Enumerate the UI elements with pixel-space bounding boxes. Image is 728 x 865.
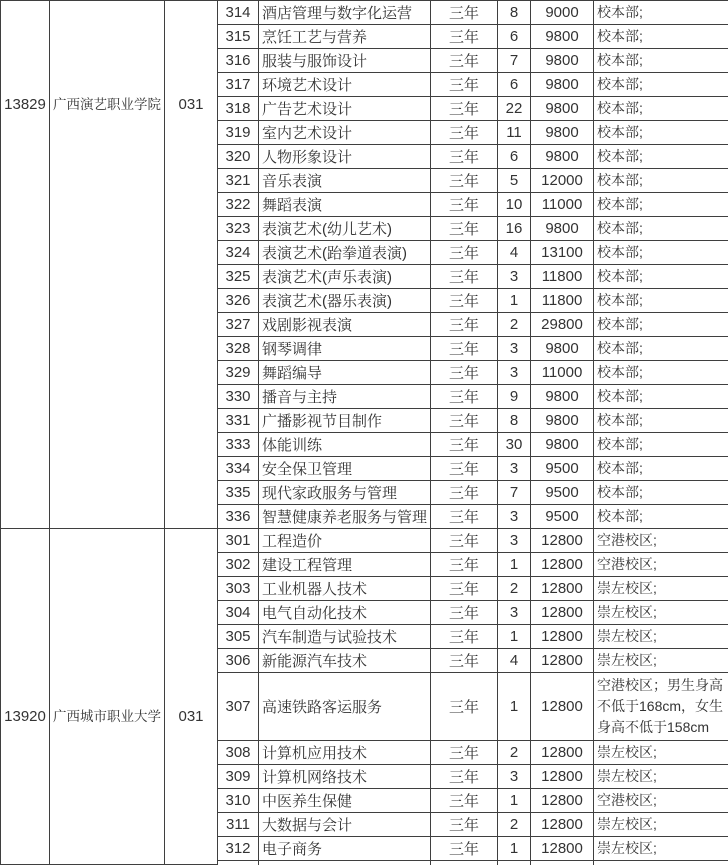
plan-count-cell: 1 — [498, 553, 531, 577]
campus-remark-cell: 崇左校区; — [594, 837, 728, 861]
fee-cell: 9800 — [531, 433, 594, 457]
duration-cell: 三年 — [431, 601, 498, 625]
major-name-cell: 表演艺术(幼儿艺术) — [259, 217, 431, 241]
major-code-cell: 333 — [218, 433, 259, 457]
fee-cell: 11800 — [531, 289, 594, 313]
major-name-cell: 工程造价 — [259, 529, 431, 553]
major-code-cell: 315 — [218, 25, 259, 49]
major-code-cell: 323 — [218, 217, 259, 241]
campus-remark-cell: 崇左校区; — [594, 765, 728, 789]
campus-remark-cell: 校本部; — [594, 481, 728, 505]
empty-cell — [431, 861, 498, 865]
duration-cell: 三年 — [431, 457, 498, 481]
school-name-cell-label: 广西演艺职业学院 — [50, 97, 164, 113]
fee-cell: 9800 — [531, 145, 594, 169]
campus-remark-cell: 校本部; — [594, 361, 728, 385]
plan-count-cell: 3 — [498, 601, 531, 625]
plan-count-cell: 1 — [498, 789, 531, 813]
fee-cell: 29800 — [531, 313, 594, 337]
fee-cell: 11800 — [531, 265, 594, 289]
fee-cell: 9000 — [531, 1, 594, 25]
plan-count-cell: 3 — [498, 265, 531, 289]
major-name-cell: 服装与服饰设计 — [259, 49, 431, 73]
campus-remark-cell: 校本部; — [594, 1, 728, 25]
major-code-cell: 328 — [218, 337, 259, 361]
table-row — [1, 1, 728, 25]
fee-cell: 9800 — [531, 25, 594, 49]
major-name-cell: 舞蹈编导 — [259, 361, 431, 385]
duration-cell: 三年 — [431, 289, 498, 313]
major-name-cell: 酒店管理与数字化运营 — [259, 1, 431, 25]
plan-count-cell: 3 — [498, 337, 531, 361]
group-code-cell — [165, 529, 218, 865]
duration-cell: 三年 — [431, 649, 498, 673]
fee-cell: 12000 — [531, 169, 594, 193]
major-code-cell: 321 — [218, 169, 259, 193]
plan-count-cell: 10 — [498, 193, 531, 217]
fee-cell: 9500 — [531, 481, 594, 505]
major-name-cell: 安全保卫管理 — [259, 457, 431, 481]
plan-count-cell: 7 — [498, 49, 531, 73]
plan-count-cell: 8 — [498, 1, 531, 25]
duration-cell: 三年 — [431, 529, 498, 553]
duration-cell: 三年 — [431, 265, 498, 289]
fee-cell: 13100 — [531, 241, 594, 265]
major-name-cell: 烹饪工艺与营养 — [259, 25, 431, 49]
duration-cell: 三年 — [431, 217, 498, 241]
school-code-cell — [1, 529, 50, 865]
major-name-cell: 广告艺术设计 — [259, 97, 431, 121]
major-code-cell: 322 — [218, 193, 259, 217]
fee-cell: 11000 — [531, 193, 594, 217]
campus-remark-cell: 校本部; — [594, 49, 728, 73]
duration-cell: 三年 — [431, 433, 498, 457]
admission-plan-table-body — [1, 1, 728, 865]
plan-count-cell: 3 — [498, 361, 531, 385]
campus-remark-cell: 校本部; — [594, 217, 728, 241]
school-name-cell — [50, 529, 165, 865]
major-code-cell: 303 — [218, 577, 259, 601]
fee-cell: 9800 — [531, 409, 594, 433]
campus-remark-cell: 校本部; — [594, 313, 728, 337]
major-code-cell: 311 — [218, 813, 259, 837]
fee-cell: 12800 — [531, 765, 594, 789]
major-name-cell: 舞蹈表演 — [259, 193, 431, 217]
major-name-cell: 建设工程管理 — [259, 553, 431, 577]
campus-remark-cell: 空港校区；男生身高不低于168cm，女生身高不低于158cm — [594, 673, 728, 741]
major-code-cell: 307 — [218, 673, 259, 741]
major-code-cell: 314 — [218, 1, 259, 25]
fee-cell: 9800 — [531, 49, 594, 73]
major-name-cell: 表演艺术(声乐表演) — [259, 265, 431, 289]
campus-remark-cell: 校本部; — [594, 73, 728, 97]
fee-cell: 12800 — [531, 813, 594, 837]
campus-remark-cell: 校本部; — [594, 289, 728, 313]
fee-cell: 12800 — [531, 625, 594, 649]
fee-cell: 12800 — [531, 553, 594, 577]
empty-cell — [218, 861, 259, 865]
plan-count-cell: 1 — [498, 625, 531, 649]
plan-count-cell: 5 — [498, 169, 531, 193]
major-code-cell: 305 — [218, 625, 259, 649]
campus-remark-cell: 空港校区; — [594, 529, 728, 553]
major-name-cell: 计算机网络技术 — [259, 765, 431, 789]
campus-remark-cell: 校本部; — [594, 505, 728, 529]
duration-cell: 三年 — [431, 121, 498, 145]
major-name-cell: 新能源汽车技术 — [259, 649, 431, 673]
major-code-cell: 327 — [218, 313, 259, 337]
empty-cell — [259, 861, 431, 865]
duration-cell: 三年 — [431, 625, 498, 649]
major-code-cell: 319 — [218, 121, 259, 145]
campus-remark-cell: 空港校区; — [594, 553, 728, 577]
campus-remark-cell: 校本部; — [594, 121, 728, 145]
major-code-cell: 325 — [218, 265, 259, 289]
duration-cell: 三年 — [431, 145, 498, 169]
group-code-cell — [165, 1, 218, 529]
major-name-cell: 工业机器人技术 — [259, 577, 431, 601]
campus-remark-cell: 崇左校区; — [594, 649, 728, 673]
campus-remark-cell: 校本部; — [594, 337, 728, 361]
major-code-cell: 317 — [218, 73, 259, 97]
duration-cell: 三年 — [431, 313, 498, 337]
major-name-cell: 汽车制造与试验技术 — [259, 625, 431, 649]
campus-remark-cell: 校本部; — [594, 25, 728, 49]
duration-cell: 三年 — [431, 337, 498, 361]
fee-cell: 12800 — [531, 789, 594, 813]
duration-cell: 三年 — [431, 1, 498, 25]
major-code-cell: 336 — [218, 505, 259, 529]
duration-cell: 三年 — [431, 25, 498, 49]
school-code-cell-label: 13920 — [1, 709, 49, 725]
duration-cell: 三年 — [431, 241, 498, 265]
plan-count-cell: 2 — [498, 813, 531, 837]
fee-cell: 12800 — [531, 601, 594, 625]
plan-count-cell: 30 — [498, 433, 531, 457]
plan-count-cell: 6 — [498, 73, 531, 97]
major-code-cell: 329 — [218, 361, 259, 385]
plan-count-cell: 1 — [498, 289, 531, 313]
campus-remark-cell: 校本部; — [594, 409, 728, 433]
major-name-cell: 室内艺术设计 — [259, 121, 431, 145]
school-name-cell — [50, 1, 165, 529]
school-code-cell — [1, 1, 50, 529]
plan-count-cell: 4 — [498, 649, 531, 673]
duration-cell: 三年 — [431, 505, 498, 529]
fee-cell: 12800 — [531, 673, 594, 741]
campus-remark-cell: 崇左校区; — [594, 601, 728, 625]
empty-cell — [531, 861, 594, 865]
group-code-cell-label: 031 — [165, 97, 217, 113]
fee-cell: 12800 — [531, 649, 594, 673]
campus-remark-cell: 校本部; — [594, 457, 728, 481]
fee-cell: 9800 — [531, 121, 594, 145]
major-code-cell: 306 — [218, 649, 259, 673]
major-name-cell: 环境艺术设计 — [259, 73, 431, 97]
major-code-cell: 316 — [218, 49, 259, 73]
fee-cell: 9800 — [531, 385, 594, 409]
duration-cell: 三年 — [431, 765, 498, 789]
duration-cell: 三年 — [431, 741, 498, 765]
campus-remark-cell: 校本部; — [594, 97, 728, 121]
plan-count-cell: 3 — [498, 505, 531, 529]
major-code-cell: 304 — [218, 601, 259, 625]
major-name-cell: 播音与主持 — [259, 385, 431, 409]
duration-cell: 三年 — [431, 409, 498, 433]
fee-cell: 9800 — [531, 73, 594, 97]
major-name-cell: 高速铁路客运服务 — [259, 673, 431, 741]
empty-cell — [594, 861, 728, 865]
campus-remark-cell: 崇左校区; — [594, 741, 728, 765]
major-code-cell: 334 — [218, 457, 259, 481]
plan-count-cell: 2 — [498, 577, 531, 601]
duration-cell: 三年 — [431, 385, 498, 409]
plan-count-cell: 9 — [498, 385, 531, 409]
duration-cell: 三年 — [431, 49, 498, 73]
major-name-cell: 电气自动化技术 — [259, 601, 431, 625]
plan-count-cell: 16 — [498, 217, 531, 241]
duration-cell: 三年 — [431, 97, 498, 121]
major-code-cell: 301 — [218, 529, 259, 553]
major-name-cell: 体能训练 — [259, 433, 431, 457]
fee-cell: 12800 — [531, 741, 594, 765]
major-name-cell: 现代家政服务与管理 — [259, 481, 431, 505]
major-code-cell: 312 — [218, 837, 259, 861]
fee-cell: 11000 — [531, 361, 594, 385]
major-code-cell: 309 — [218, 765, 259, 789]
duration-cell: 三年 — [431, 481, 498, 505]
major-name-cell: 广播影视节目制作 — [259, 409, 431, 433]
campus-remark-cell: 校本部; — [594, 169, 728, 193]
plan-count-cell: 6 — [498, 145, 531, 169]
fee-cell: 12800 — [531, 837, 594, 861]
duration-cell: 三年 — [431, 577, 498, 601]
major-name-cell: 大数据与会计 — [259, 813, 431, 837]
major-name-cell: 电子商务 — [259, 837, 431, 861]
group-code-cell-label: 031 — [165, 709, 217, 725]
campus-remark-cell: 校本部; — [594, 241, 728, 265]
fee-cell: 9800 — [531, 97, 594, 121]
major-name-cell: 中医养生保健 — [259, 789, 431, 813]
major-name-cell: 智慧健康养老服务与管理 — [259, 505, 431, 529]
major-code-cell: 320 — [218, 145, 259, 169]
duration-cell: 三年 — [431, 789, 498, 813]
major-name-cell: 表演艺术(跆拳道表演) — [259, 241, 431, 265]
school-code-cell-label: 13829 — [1, 97, 49, 113]
plan-count-cell: 3 — [498, 765, 531, 789]
duration-cell: 三年 — [431, 193, 498, 217]
major-code-cell: 326 — [218, 289, 259, 313]
plan-count-cell: 22 — [498, 97, 531, 121]
major-name-cell: 表演艺术(器乐表演) — [259, 289, 431, 313]
major-name-cell: 计算机应用技术 — [259, 741, 431, 765]
duration-cell: 三年 — [431, 169, 498, 193]
duration-cell: 三年 — [431, 837, 498, 861]
duration-cell: 三年 — [431, 813, 498, 837]
campus-remark-cell: 校本部; — [594, 145, 728, 169]
major-code-cell: 330 — [218, 385, 259, 409]
major-name-cell: 音乐表演 — [259, 169, 431, 193]
duration-cell: 三年 — [431, 361, 498, 385]
plan-count-cell: 11 — [498, 121, 531, 145]
major-code-cell: 310 — [218, 789, 259, 813]
fee-cell: 9500 — [531, 457, 594, 481]
plan-count-cell: 1 — [498, 673, 531, 741]
fee-cell: 12800 — [531, 577, 594, 601]
plan-count-cell: 8 — [498, 409, 531, 433]
fee-cell: 9500 — [531, 505, 594, 529]
major-code-cell: 324 — [218, 241, 259, 265]
table-row — [1, 529, 728, 553]
school-name-cell-label: 广西城市职业大学 — [50, 709, 164, 725]
duration-cell: 三年 — [431, 553, 498, 577]
campus-remark-cell: 崇左校区; — [594, 625, 728, 649]
plan-count-cell: 1 — [498, 837, 531, 861]
plan-count-cell: 2 — [498, 313, 531, 337]
duration-cell: 三年 — [431, 673, 498, 741]
major-code-cell: 335 — [218, 481, 259, 505]
plan-count-cell: 3 — [498, 457, 531, 481]
duration-cell: 三年 — [431, 73, 498, 97]
plan-count-cell: 7 — [498, 481, 531, 505]
major-name-cell: 人物形象设计 — [259, 145, 431, 169]
campus-remark-cell: 校本部; — [594, 193, 728, 217]
plan-count-cell: 4 — [498, 241, 531, 265]
major-code-cell: 308 — [218, 741, 259, 765]
empty-cell — [498, 861, 531, 865]
campus-remark-cell: 崇左校区; — [594, 577, 728, 601]
major-name-cell: 钢琴调律 — [259, 337, 431, 361]
fee-cell: 9800 — [531, 337, 594, 361]
major-name-cell: 戏剧影视表演 — [259, 313, 431, 337]
campus-remark-cell: 校本部; — [594, 265, 728, 289]
campus-remark-cell: 空港校区; — [594, 789, 728, 813]
campus-remark-cell: 校本部; — [594, 385, 728, 409]
fee-cell: 9800 — [531, 217, 594, 241]
plan-count-cell: 2 — [498, 741, 531, 765]
major-code-cell: 302 — [218, 553, 259, 577]
campus-remark-cell: 校本部; — [594, 433, 728, 457]
plan-count-cell: 3 — [498, 529, 531, 553]
plan-count-cell: 6 — [498, 25, 531, 49]
fee-cell: 12800 — [531, 529, 594, 553]
campus-remark-cell: 崇左校区; — [594, 813, 728, 837]
major-code-cell: 318 — [218, 97, 259, 121]
major-code-cell: 331 — [218, 409, 259, 433]
